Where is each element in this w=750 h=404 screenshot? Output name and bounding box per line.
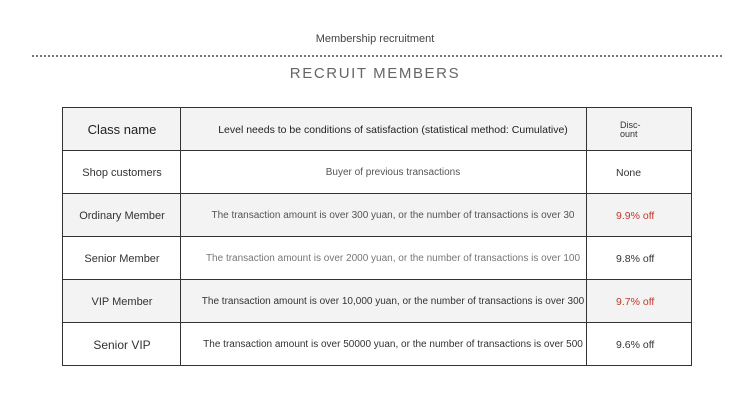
table-row: [63, 323, 691, 366]
row-discount: None: [616, 166, 642, 179]
table-header-row: [63, 108, 691, 151]
row-discount: 9.7% off: [616, 295, 655, 308]
row-class: Senior VIP: [93, 337, 151, 352]
column-divider: [180, 108, 181, 365]
header-class-name: Class name: [87, 122, 157, 137]
header-discount: [608, 108, 668, 151]
table-row: [63, 151, 691, 194]
column-divider: [586, 108, 587, 365]
row-condition: The transaction amount is over 10,000 yuan, or the number of transactions is over 300: [201, 296, 585, 307]
row-discount: 9.9% off: [616, 209, 655, 222]
row-condition: The transaction amount is over 300 yuan, or the number of transactions is over 30: [211, 210, 575, 221]
row-discount: 9.8% off: [616, 252, 655, 265]
table-row: [63, 237, 691, 280]
row-class: Shop customers: [82, 166, 162, 179]
table-row: [63, 194, 691, 237]
dotted-divider: [32, 55, 722, 57]
row-class: VIP Member: [91, 295, 153, 308]
row-condition: Buyer of previous transactions: [325, 167, 461, 178]
row-discount: 9.6% off: [616, 338, 655, 351]
row-class: Ordinary Member: [79, 209, 165, 222]
membership-table: [62, 107, 692, 366]
row-condition: The transaction amount is over 50000 yuan, or the number of transactions is over 500: [203, 339, 583, 350]
header-condition: Level needs to be conditions of satisfaction (statistical method: Cumulative): [218, 123, 568, 136]
header-discount-text: Disc- ount: [620, 119, 641, 139]
row-class: Senior Member: [84, 252, 160, 265]
row-condition: The transaction amount is over 2000 yuan, or the number of transactions is over 100: [205, 253, 581, 264]
page-title: RECRUIT MEMBERS: [289, 65, 461, 82]
table-row: [63, 280, 691, 323]
page-subtitle: Membership recruitment: [315, 33, 435, 45]
